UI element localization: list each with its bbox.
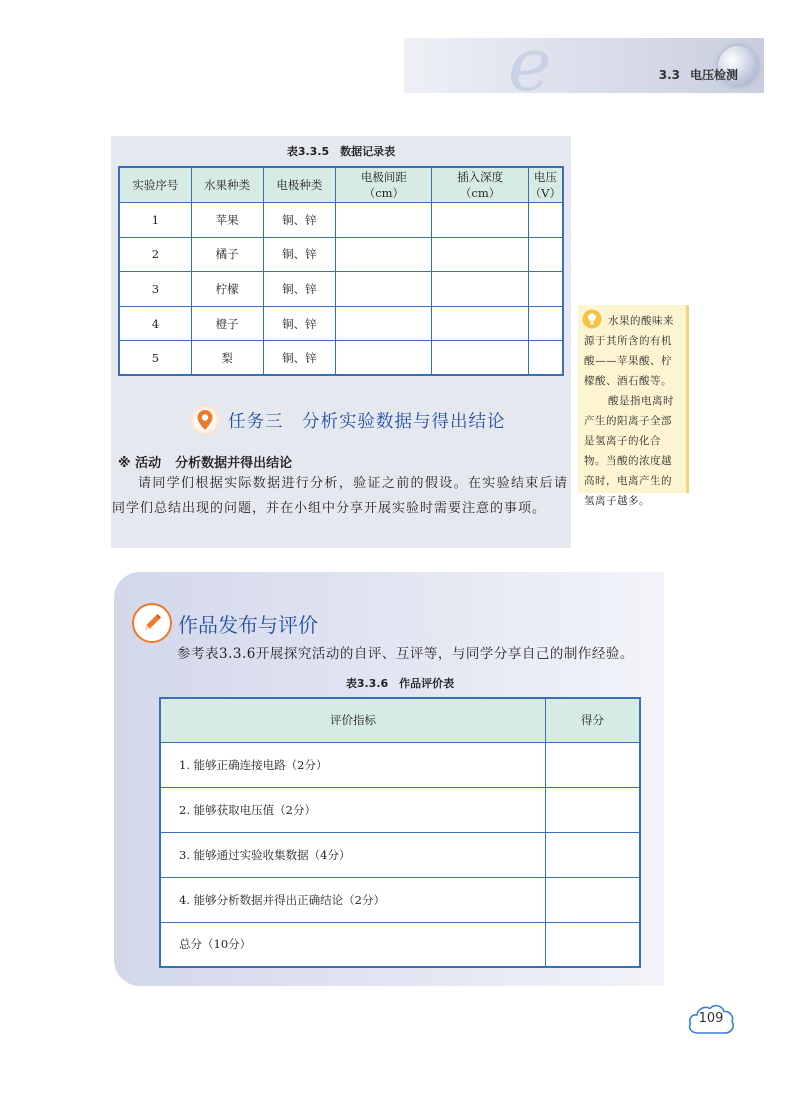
table-cell: 3	[119, 272, 191, 307]
chapter-header	[649, 66, 738, 83]
section-title: 电压检测	[689, 68, 738, 82]
table-cell: 铜、锌	[263, 306, 336, 341]
side-note-paragraph: 酸是指电离时产生的阳离子全部是氢离子的化合物。当酸的浓度越高时，电离产生的氢离子越多。	[584, 395, 674, 507]
column-header: 电极种类	[263, 167, 336, 203]
table-cell	[528, 237, 563, 272]
table-cell	[546, 877, 641, 922]
table-cell	[546, 922, 641, 967]
page-number	[686, 1002, 736, 1036]
table-row	[119, 203, 563, 238]
table-cell	[528, 272, 563, 307]
table-row	[160, 787, 640, 832]
table-cell	[528, 306, 563, 341]
activity-heading	[118, 452, 292, 471]
table-cell	[336, 237, 432, 272]
section-number: 3.3	[658, 68, 680, 82]
column-header: 插入深度（cm）	[432, 167, 528, 203]
column-header: 电极间距（cm）	[336, 167, 432, 203]
pencil-icon	[132, 603, 172, 643]
table2-caption: 表3.3.6 作品评价表	[345, 677, 455, 690]
table-cell: 1. 能够正确连接电路（2分）	[160, 742, 546, 787]
activity-title: 分析数据并得出结论	[175, 456, 293, 471]
table-row	[119, 306, 563, 341]
table-row	[160, 832, 640, 877]
table-cell	[528, 203, 563, 238]
table-cell: 柠檬	[191, 272, 263, 307]
location-pin-icon	[190, 405, 220, 435]
table-cell	[528, 341, 563, 376]
column-header: 实验序号	[119, 167, 191, 203]
table-cell: 梨	[191, 341, 263, 376]
table-cell	[546, 832, 641, 877]
table-cell: 1	[119, 203, 191, 238]
table-cell	[546, 787, 641, 832]
table-cell: 2. 能够获取电压值（2分）	[160, 787, 546, 832]
table-cell: 5	[119, 341, 191, 376]
table-row	[160, 922, 640, 967]
table-cell: 橙子	[191, 306, 263, 341]
table-cell	[432, 341, 528, 376]
table-cell: 铜、锌	[263, 237, 336, 272]
table-cell: 橘子	[191, 237, 263, 272]
table-cell: 苹果	[191, 203, 263, 238]
table-row	[160, 877, 640, 922]
table-cell: 4. 能够分析数据并得出正确结论（2分）	[160, 877, 546, 922]
table-cell	[336, 272, 432, 307]
evaluation-table	[159, 697, 641, 968]
table-row	[119, 272, 563, 307]
table-cell	[432, 272, 528, 307]
table-row	[119, 237, 563, 272]
task-title: 任务三 分析实验数据与得出结论	[228, 411, 506, 432]
table-cell	[432, 306, 528, 341]
table-cell	[432, 237, 528, 272]
table-cell: 总分（10分）	[160, 922, 546, 967]
table1-caption: 表3.3.5 数据记录表	[286, 145, 396, 158]
table-header-row	[160, 698, 640, 742]
table-cell	[336, 306, 432, 341]
table-cell: 铜、锌	[263, 341, 336, 376]
table-cell	[336, 341, 432, 376]
table-cell	[336, 203, 432, 238]
table-cell: 4	[119, 306, 191, 341]
table-cell: 铜、锌	[263, 203, 336, 238]
column-header: 得分	[546, 698, 641, 742]
data-record-table	[118, 166, 564, 376]
column-header: 水果种类	[191, 167, 263, 203]
e-logo-icon: e	[508, 22, 552, 108]
activity-marker: ※ 活动	[118, 456, 162, 471]
column-header: 电压（V）	[528, 167, 563, 203]
table-cell	[432, 203, 528, 238]
table-header-row	[119, 167, 563, 203]
page-number-text: 109	[698, 1011, 724, 1026]
publish-title: 作品发布与评价	[178, 612, 318, 637]
table-cell	[546, 742, 641, 787]
table-cell: 3. 能够通过实验收集数据（4分）	[160, 832, 546, 877]
table-row	[160, 742, 640, 787]
column-header: 评价指标	[160, 698, 546, 742]
side-note	[578, 305, 689, 507]
table-row	[119, 341, 563, 376]
table-cell: 2	[119, 237, 191, 272]
publish-heading	[132, 603, 318, 643]
table-cell: 铜、锌	[263, 272, 336, 307]
publish-description: 参考表3.3.6开展探究活动的自评、互评等，与同学分享自己的制作经验。	[177, 646, 634, 662]
task-heading	[190, 405, 506, 435]
side-note-paragraph: 水果的酸味来源于其所含的有机酸——苹果酸、柠檬酸、酒石酸等。	[584, 315, 674, 387]
activity-paragraph: 请同学们根据实际数据进行分析，验证之前的假设。在实验结束后请同学们总结出现的问题，并在小组中分享开展实验时需要注意的事项。	[112, 476, 568, 516]
